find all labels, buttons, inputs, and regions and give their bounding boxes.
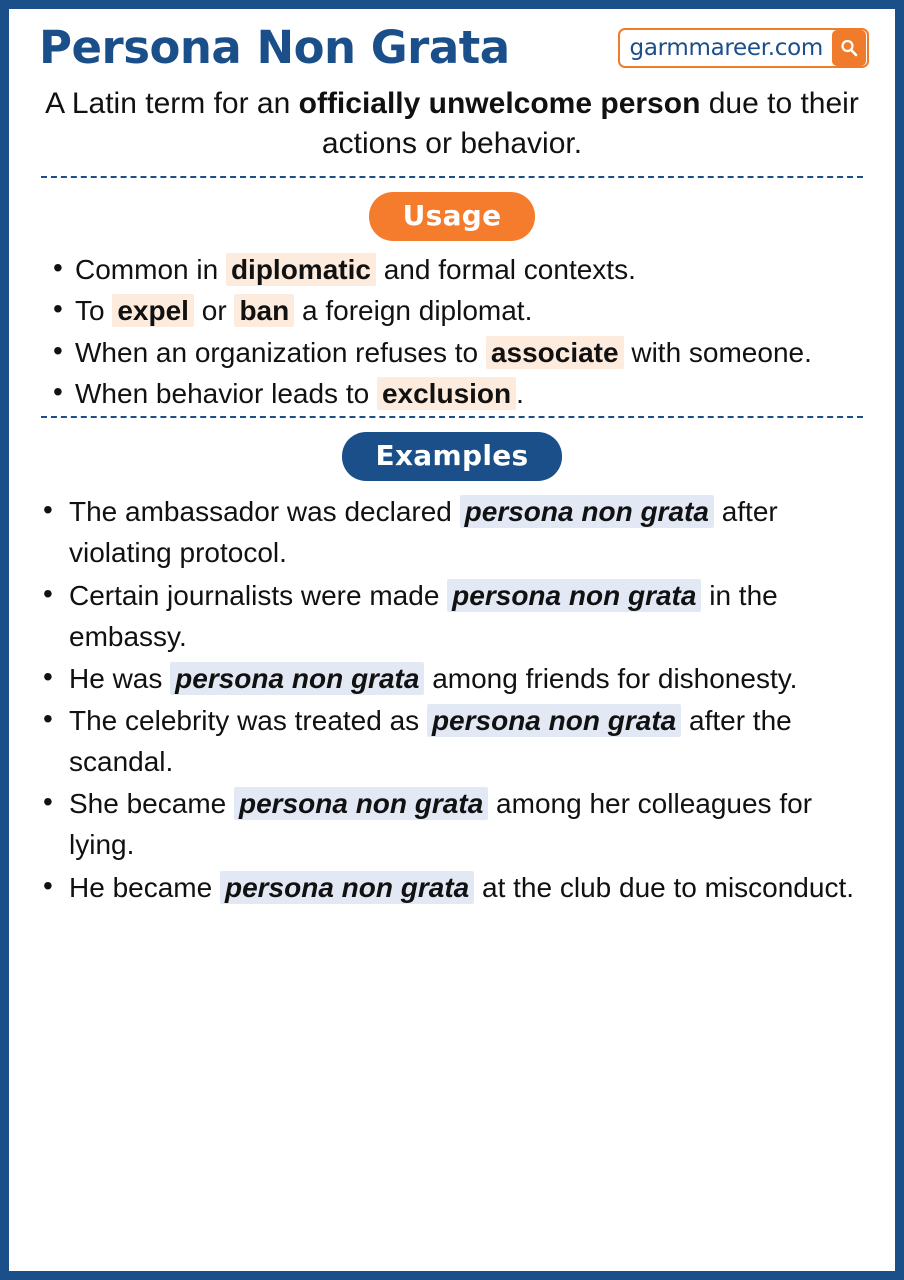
item-post: among friends for dishonesty. (424, 662, 798, 694)
examples-pill: Examples (342, 432, 563, 481)
list-item (39, 658, 865, 699)
list-item (45, 251, 865, 289)
item-pre: When an organization refuses to (75, 336, 486, 368)
item-pre: The celebrity was treated as (69, 705, 427, 736)
header (33, 19, 871, 78)
examples-section (33, 418, 871, 908)
definition-text (33, 78, 871, 174)
item-pre: He was (69, 662, 171, 694)
item-pre: The ambassador was declared (69, 496, 460, 528)
list-item (39, 491, 865, 573)
item-pre: When behavior leads to (75, 377, 377, 409)
list-item (39, 700, 865, 782)
list-item (45, 375, 865, 413)
item-pre: He became (69, 871, 220, 903)
search-icon[interactable] (832, 30, 866, 66)
page-title: Persona Non Grata (39, 21, 510, 74)
item-highlight: persona non grata (234, 787, 488, 820)
item-post: after the scandal. (69, 705, 792, 778)
list-item (39, 867, 865, 908)
list-item (45, 334, 865, 372)
item-highlight: persona non grata (427, 704, 681, 737)
item-post: after violating protocol. (69, 496, 778, 569)
list-item (39, 575, 865, 657)
definition-part1: A Latin term for an (45, 87, 299, 120)
item-highlight: expel (112, 294, 194, 327)
list-item (45, 292, 865, 330)
item-mid: and formal contexts. (375, 253, 636, 285)
site-url-label: garmmareer.com (629, 34, 823, 61)
item-post: at the club due to misconduct. (474, 871, 855, 903)
usage-section (33, 178, 871, 413)
item-highlight: diplomatic (226, 253, 376, 286)
item-pre: Common in (75, 253, 226, 285)
usage-pill: Usage (369, 192, 536, 241)
list-item (39, 783, 865, 865)
item-highlight: persona non grata (460, 495, 714, 528)
item-mid: . (516, 377, 524, 409)
item-highlight: associate (486, 336, 624, 369)
item-pre: She became (69, 788, 234, 820)
item-post: among her colleagues for lying. (69, 788, 813, 861)
item-highlight-2: ban (234, 294, 294, 327)
item-pre: Certain journalists were made (69, 579, 448, 611)
definition-bold: officially unwelcome person (298, 87, 701, 120)
usage-list (33, 251, 871, 413)
item-post: a foreign diplomat. (294, 295, 533, 327)
item-highlight: persona non grata (220, 871, 474, 904)
item-mid: or (193, 295, 235, 327)
item-highlight: persona non grata (447, 579, 701, 612)
definition-part2: due to their actions or behavior. (321, 87, 859, 160)
item-mid: with someone. (623, 336, 812, 368)
item-highlight: persona non grata (170, 662, 424, 695)
item-pre: To (75, 295, 113, 327)
site-search-box[interactable] (618, 28, 869, 68)
examples-list (33, 491, 871, 908)
item-post: in the embassy. (69, 579, 778, 652)
item-highlight: exclusion (377, 377, 516, 410)
